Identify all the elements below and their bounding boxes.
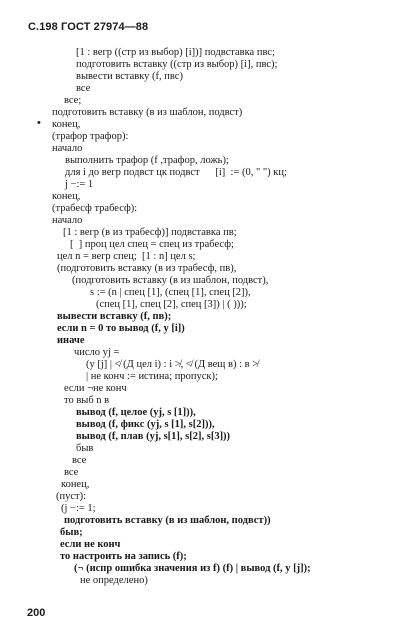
code-line: вывод (f, целое (уj, s [1])), (76, 407, 196, 418)
code-line: (у [j] | ≮ (Д цел i) : i ≯, ≮ (Д вещ в) : в ≯ (86, 359, 259, 370)
page-header: С.198 ГОСТ 27974—88 (28, 21, 149, 33)
code-line: все; (64, 95, 82, 106)
code-line: для i до вегр подвст цк подвст [i] := (0, " ") кц; (65, 167, 287, 178)
code-line: (j −:= 1; (61, 503, 96, 514)
page-number: 200 (27, 607, 46, 619)
code-line: [ ] проц цел спец = спец из трабесф; (70, 239, 234, 250)
code-line: подготовить вставку (в из шаблон, подвст) (52, 107, 243, 118)
code-line: подготовить вставку ((стр из выбор) [i], пвс); (76, 59, 278, 70)
margin-marker: • (37, 117, 41, 129)
code-line: то выб n в (64, 395, 110, 406)
code-line: иначе (57, 335, 85, 346)
code-line: (подготовить вставку (в из трабесф, пв), (57, 263, 237, 274)
code-line: вывести вставку (f, пвс) (76, 71, 183, 82)
code-line: (пуст): (56, 491, 87, 502)
code-line: (спец [1], спец [2], спец [3]) | ( ))); (96, 299, 247, 310)
code-line: вывод (f, фикс (уj, s [1], s[2])), (76, 419, 215, 430)
code-line: вывести вставку (f, пв); (57, 311, 172, 322)
code-line: все (64, 467, 79, 478)
code-line: конец, (52, 119, 81, 130)
code-line: | не конч := истина; пропуск); (86, 371, 218, 382)
code-line: быв; (60, 527, 83, 538)
code-line: j −:= 1 (65, 179, 94, 190)
code-line: [1 : вегр (в из трабесф)] подвставка пв; (63, 227, 237, 238)
code-line: если n = 0 то вывод (f, у [i]) (57, 323, 185, 334)
code-line: все (72, 455, 87, 466)
code-line: (трабесф трабесф): (52, 203, 138, 214)
code-line: подготовить вставку (в из шаблон, подвст)) (64, 515, 271, 526)
code-line: вывод (f, плав (уj, s[1], s[2], s[3])) (76, 431, 231, 442)
code-line: если ¬не конч (64, 383, 127, 394)
code-line: выполнить трафор (f ,трафор, ложь); (65, 155, 229, 166)
code-line: начало (52, 215, 83, 226)
code-line: если не конч (60, 539, 121, 550)
code-line: (подготовить вставку (в из шаблон, подвст), (72, 275, 269, 286)
code-line: число уj = (74, 347, 120, 358)
code-line: цел n = вегр спец; [1 : n] цел s; (57, 251, 196, 262)
code-line: быв (76, 443, 94, 454)
code-line: [1 : вегр ((стр из выбор) [i])] подвставка пвс; (76, 47, 275, 58)
code-line: конец, (52, 191, 81, 202)
code-line: то настроить на запись (f); (60, 551, 187, 562)
code-line: не определено) (80, 575, 148, 586)
code-line: s := (n | спец [1], (спец [1], спец [2]), (90, 287, 251, 298)
code-line: (¬ (испр ошибка значения из f) (f) | вывод (f, у [j]); (74, 563, 311, 574)
code-line: все (76, 83, 91, 94)
code-line: начало (52, 143, 83, 154)
code-line: конец, (61, 479, 90, 490)
code-line: (трафор трафор): (52, 131, 129, 142)
